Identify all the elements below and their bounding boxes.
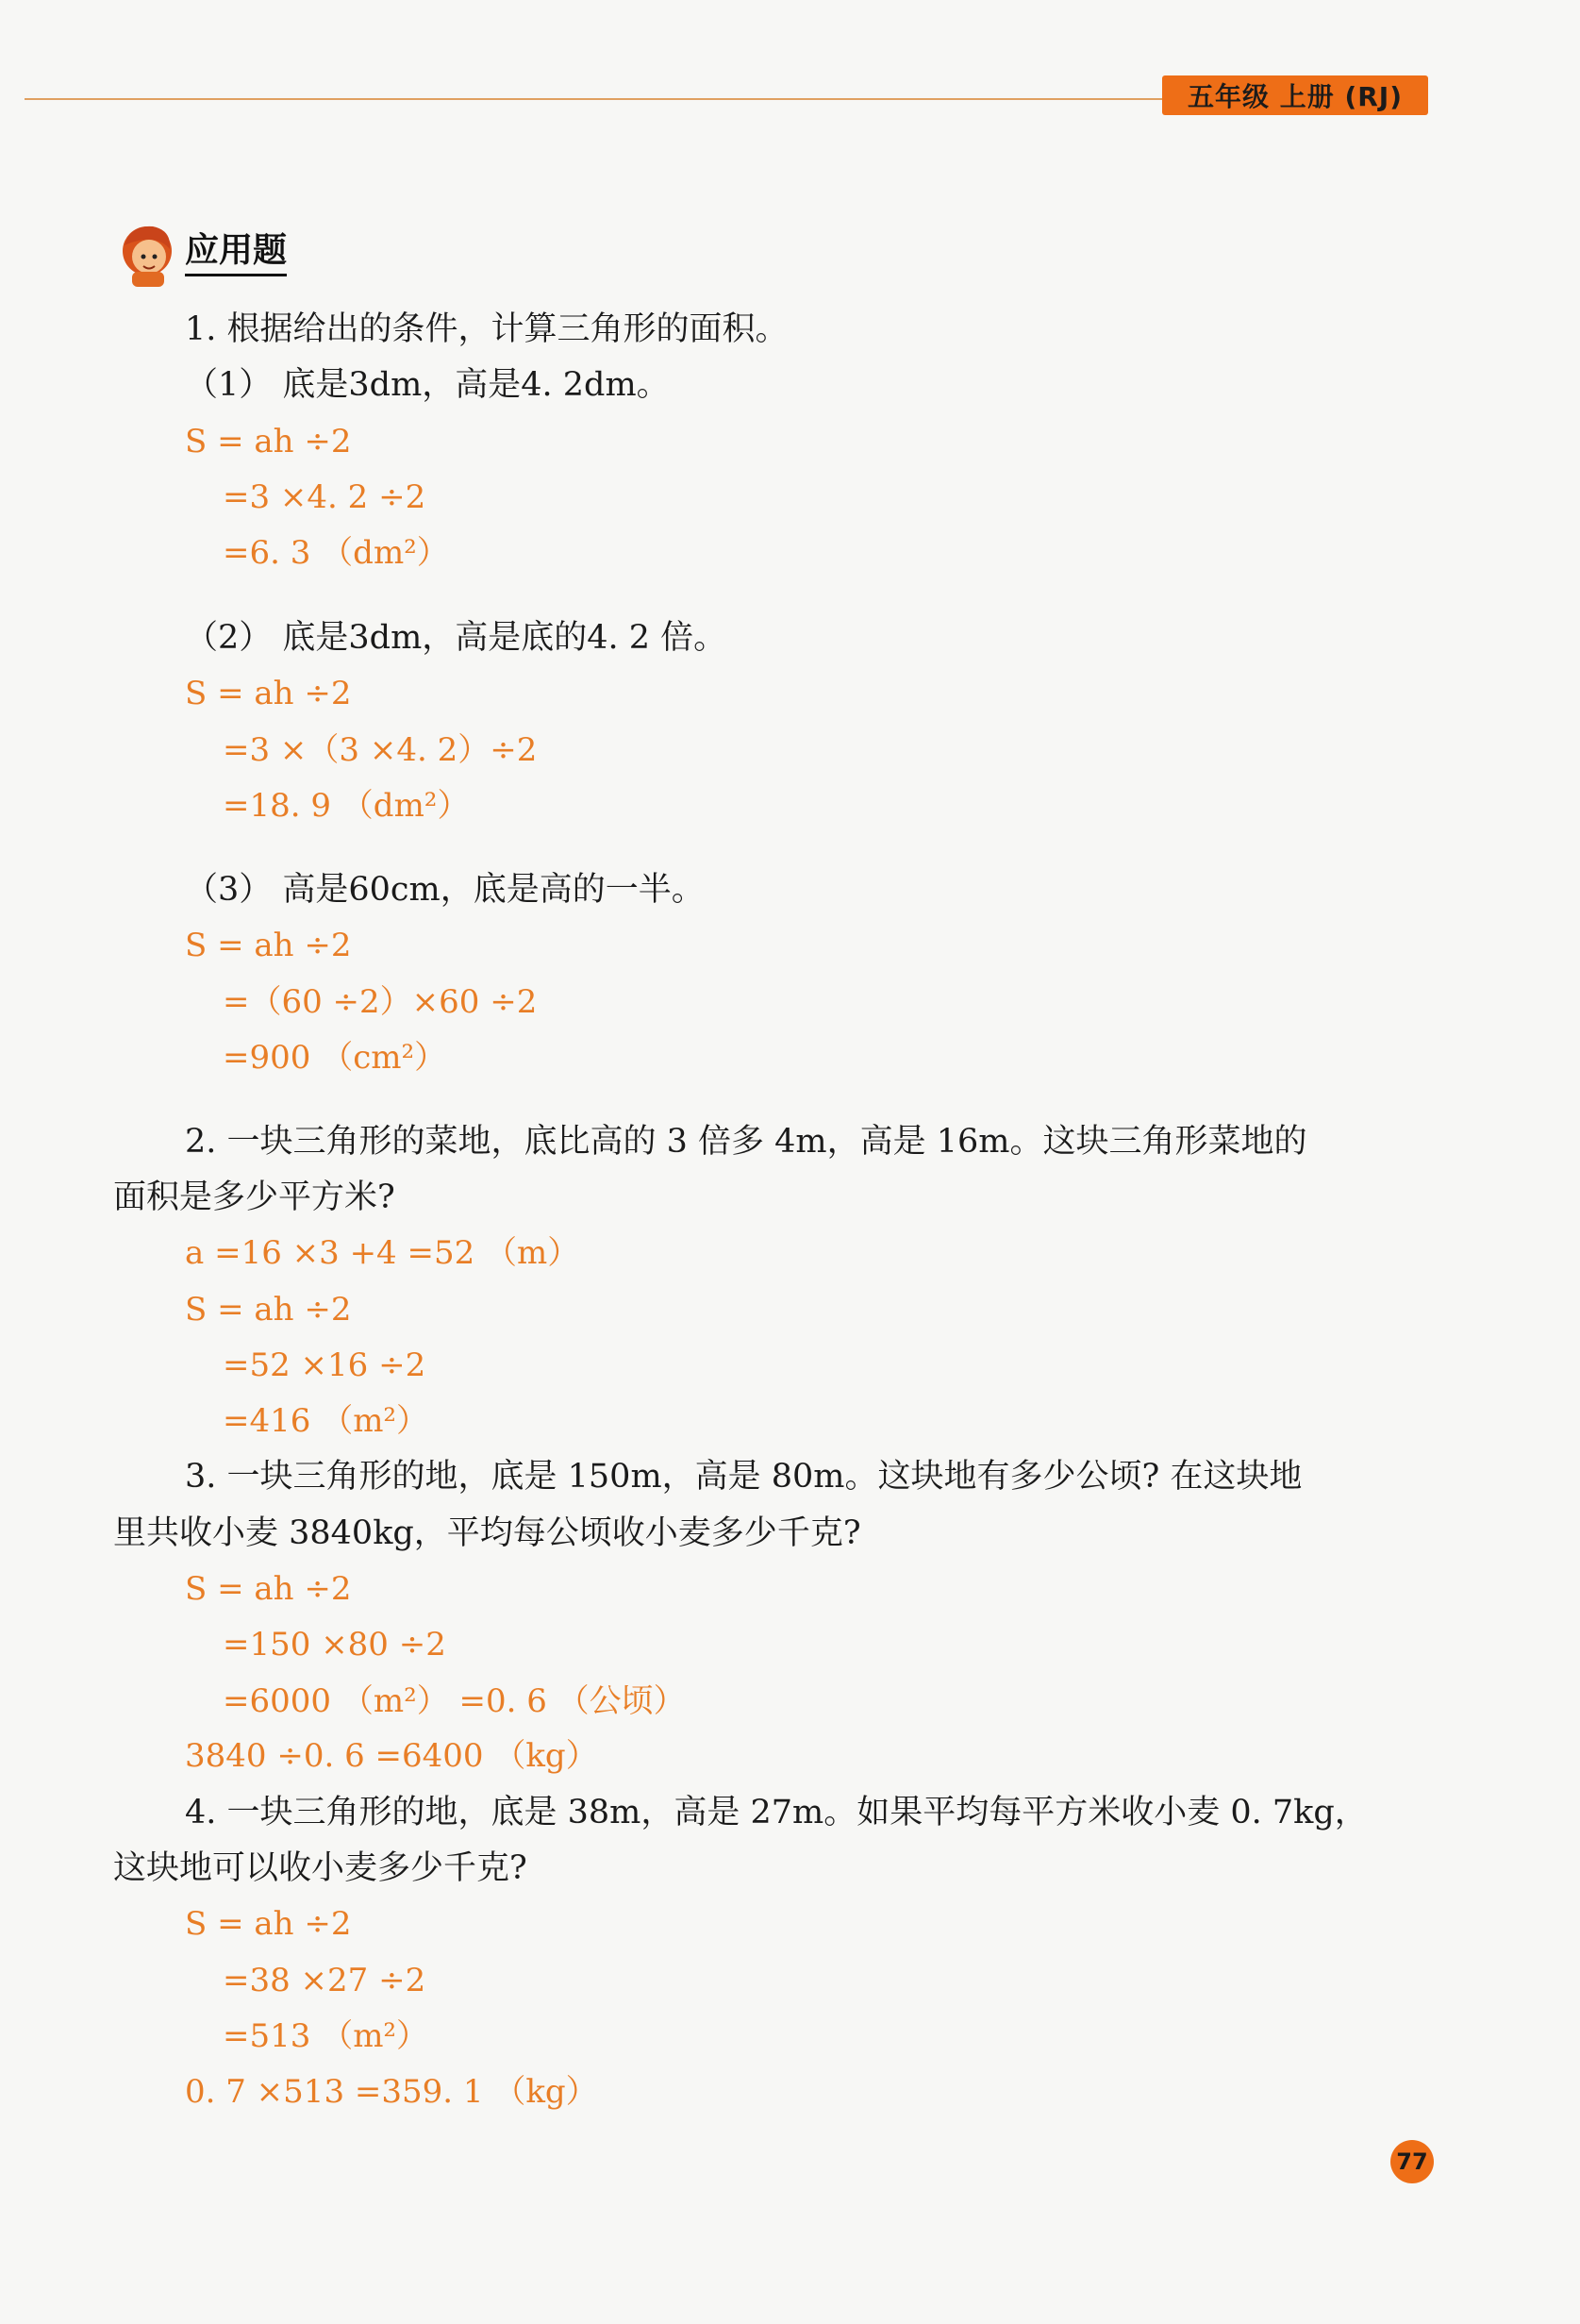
cartoon-boy-icon <box>111 217 183 289</box>
answer-line: =6000 （m²） =0. 6 （公顷） <box>223 1682 686 1720</box>
problem-3-statement: 3. 一块三角形的地，底是 150m，高是 80m。这块地有多少公顷? 在这块地 <box>185 1458 1303 1496</box>
answer-line: a =16 ×3 +4 =52 （m） <box>185 1234 580 1272</box>
problem-2-statement-cont: 面积是多少平方米? <box>113 1179 395 1216</box>
answer-line: S = ah ÷2 <box>185 423 352 460</box>
problem-3-statement-cont: 里共收小麦 3840kg，平均每公顷收小麦多少千克? <box>113 1514 861 1552</box>
answer-line: =900 （cm²） <box>223 1039 447 1077</box>
problem-1-part-3: （3） 高是60cm，底是高的一半。 <box>185 871 705 909</box>
problem-1-part-2: （2） 底是3dm，高是底的4. 2 倍。 <box>185 619 727 657</box>
answer-line: =6. 3 （dm²） <box>223 534 449 572</box>
answer-line: S = ah ÷2 <box>185 927 352 964</box>
grade-tag: 五年级 上册 (RJ) <box>1162 75 1428 115</box>
answer-line: =3 ×4. 2 ÷2 <box>223 478 426 516</box>
answer-line: S = ah ÷2 <box>185 1291 352 1329</box>
page-number: 77 <box>1390 2140 1434 2183</box>
section-title: 应用题 <box>185 230 287 276</box>
answer-line: =3 ×（3 ×4. 2）÷2 <box>223 731 538 769</box>
answer-line: 3840 ÷0. 6 =6400 （kg） <box>185 1737 598 1775</box>
answer-line: =416 （m²） <box>223 1402 429 1440</box>
header-rule <box>25 98 1162 100</box>
answer-line: =18. 9 （dm²） <box>223 787 470 825</box>
answer-line: =150 ×80 ÷2 <box>223 1626 446 1664</box>
section-heading <box>111 213 319 289</box>
answer-line: =（60 ÷2）×60 ÷2 <box>223 983 538 1021</box>
answer-line: =52 ×16 ÷2 <box>223 1346 426 1384</box>
answer-line: =38 ×27 ÷2 <box>223 1962 426 1999</box>
answer-line: 0. 7 ×513 =359. 1 （kg） <box>185 2073 598 2111</box>
answer-line: =513 （m²） <box>223 2017 429 2055</box>
problem-1-statement: 1. 根据给出的条件，计算三角形的面积。 <box>185 310 789 348</box>
problem-4-statement: 4. 一块三角形的地，底是 38m，高是 27m。如果平均每平方米收小麦 0. 7kg， <box>185 1794 1368 1831</box>
answer-line: S = ah ÷2 <box>185 675 352 712</box>
problem-1-part-1: （1） 底是3dm，高是4. 2dm。 <box>185 366 670 404</box>
problem-4-statement-cont: 这块地可以收小麦多少千克? <box>113 1849 527 1887</box>
problem-2-statement: 2. 一块三角形的菜地，底比高的 3 倍多 4m，高是 16m。这块三角形菜地的 <box>185 1123 1307 1161</box>
answer-line: S = ah ÷2 <box>185 1905 352 1943</box>
answer-line: S = ah ÷2 <box>185 1570 352 1608</box>
